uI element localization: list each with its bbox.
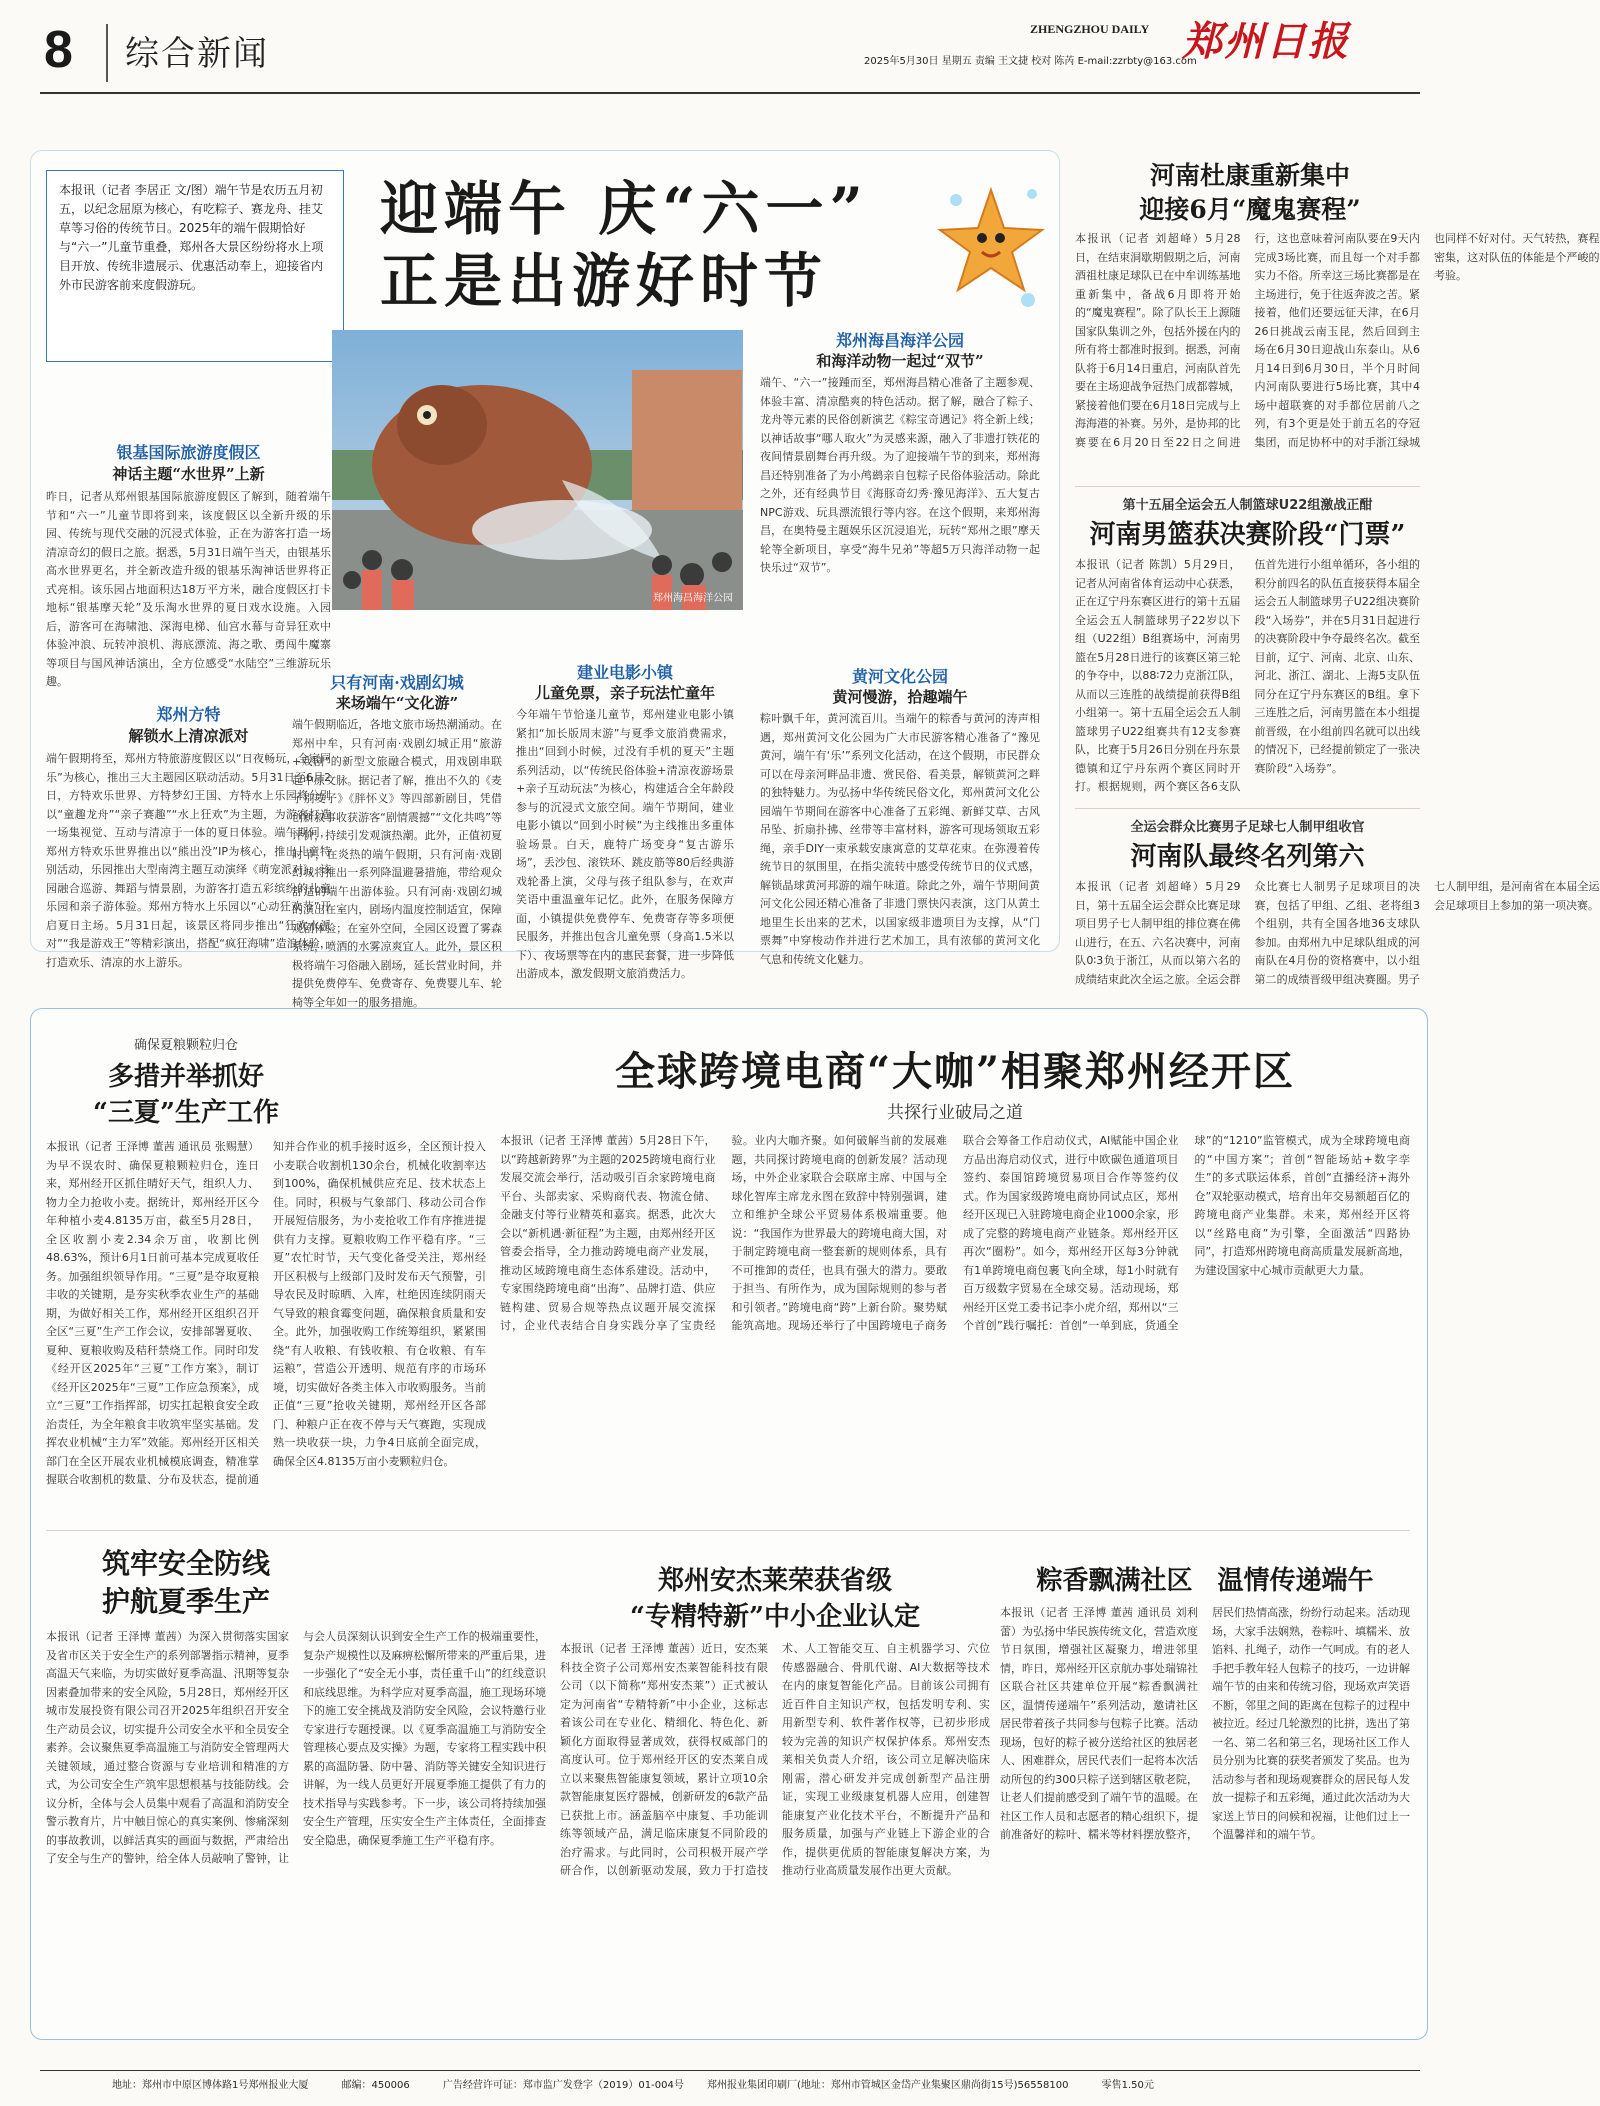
divider-right-1 xyxy=(1075,486,1420,487)
photo-caption: 郑州海昌海洋公园 xyxy=(653,593,733,604)
safety-headline-2: 护航夏季生产 xyxy=(101,1585,270,1618)
footer-price: 零售1.50元 xyxy=(1101,2080,1154,2091)
lead-blurb: 本报讯（记者 李居正 文/图）端午节是农历五月初五，以纪念屈原为核心，有吃粽子、赛龙舟、挂艾草等习俗的传统节日。2025年的端午假期恰好与“六一”儿童节重叠，郑州各大景区纷纷将水上项目开放、传统非遗展示、优惠活动奉上，迎接省内外市民游客前来度假游玩。 xyxy=(46,170,344,362)
section-sub-drama: 来场端午“文化游” xyxy=(335,694,459,712)
dukang-body: 本报讯（记者 刘超峰）5月28日，在结束洞歇期假期之后，河南酒祖杜康足球队已在中牟训练基地重新集中，备战6月即将开始的“魔鬼赛程”。除了队长王上源随国家队集训之外，包括外援在内的所有将士都准时报到。据悉，河南队将于6月14日重启，河南队首先要在主场迎战争冠热门成都蓉城，紧接着他们要在6月18日完成与上海海港的补赛。另外，是协邦的比赛要在6月20日至22日之间进行，这也意味着河南队要在9天内完成3场比赛，而且每一个对手都实力不俗。所幸这三场比赛都是在主场进行，免于往返奔波之苦。紧接着，他们还要远征天津，在6月26日挑战云南玉昆，然后回到主场在6月30日迎战山东泰山。从6月14日到6月30日，半个月时间内河南队要进行5场比赛，其中4场中超联赛的对手都位居前八之列，有3个更是处于前五名的夺冠集团，而足协杯中的对手浙江绿城也同样不好对付。天气转热，赛程密集，这对队伍的体能是个严峻的考验。 xyxy=(1075,232,1600,449)
football-body: 本报讯（记者 刘超峰）5月29日，第十五届全运会群众比赛足球项目男子七人制甲组的排位赛在佛山进行，在五、六名决赛中，河南队0∶3负于浙江，从而以第六名的成绩结束此次全运之旅。全运会群众比赛七人制男子足球项目的决赛，包括了甲组、乙组、老将组3个组别，共有全国各地36支球队参加。由郑州九中足球队组成的河南队在4月份的资格赛中，以小组第二的成绩晋级甲组决赛圈。男子七人制甲组，是河南省在本届全运会足球项目上参加的第一项决赛。 xyxy=(1075,880,1600,986)
football-kicker: 全运会群众比赛男子足球七人制甲组收官 xyxy=(1130,820,1365,835)
harvest-body: 本报讯（记者 王泽博 董茜 通讯员 张赐慧）为早不误农时、确保夏粮颗粒归仓，连日来，郑州经开区抓住晴好天气，组织人力、物力全力抢收小麦。据统计，郑州经开区今年种植小麦4.8135万亩，截至5月28日，全区收割小麦2.34余万亩，收割比例48.63%，预计6月1日前可基本完成夏收任务。加强组织领导作用。“三夏”是夺取夏粮丰收的关键期，是夯实秋季农业生产的基础期，为做好相关工作，郑州经开区组织召开全区“三夏”生产工作会议，安排部署夏收、夏种、夏粮收购及秸秆禁烧工作。同时印发《经开区2025年“三夏”工作方案》，制订《经开区2025年“三夏”工作应急预案》，成立“三夏”工作指挥部，切实扛起粮食安全政治责任，为全年粮食丰收筑牢坚实基础。发挥农业机械“主力军”效能。郑州经开区相关部门在全区开展农业机械模底调查，精准掌握联合收割机的数量、分布及状态，提前通知并合作业的机手接时返乡，全区预计投入小麦联合收割机130余台，机械化收割率达到100%，确保机械供应充足、技术状态上佳。同时，积极与气象部门、移动公司合作开展短信服务，为小麦抢收工作有序推进提供有力支撑。夏粮收购工作平稳有序。“三夏”农忙时节，天气变化备受关注，郑州经开区积极与上级部门及时发布天气预警，引导农民及时晾晒、入库，杜绝因连续阴雨天气导致的粮食霉变问题，确保粮食质量和安全。此外，加强收购工作统筹组织，紧紧围绕“有人收粮、有钱收粮、有仓收粮、有车运粮”，营造公开透明、规范有序的市场环境，切实做好各类主体入市收购服务。当前正值“三夏”抢收关键期，郑州经开区各部门、种粮户正在夜不停与天气赛跑，实现成熟一块收获一块，力争4日底前全面完成，确保全区4.8135万亩小麦颗粒归仓。 xyxy=(46,1140,486,1486)
body-huanghe: 粽叶飘千年，黄河流百川。当端午的粽香与黄河的涛声相遇，郑州黄河文化公园为广大市民游客精心准备了“豫见黄河，端午有‘乐’”系列文化活动，在这个假期，市民群众可以在母亲河畔品非遗、赏民俗、看美景，解锁黄河之畔的独特魅力。为弘扬中华传统民俗文化，郑州黄河文化公园端午节期间在游客中心准备了五彩绳、新鲜艾草、古风吊坠、折扇扑拂、丝带等丰富材料，游客可现场领取五彩绳，亲手DIY一束承载安康寓意的艾草花束。在弥漫着传统节日的氛围里，在指尖流转中感受传统节日的仪式感，解锁晶球黄河邦游的端午味道。除此之外，端午节期间黄河文化公园还精心准备了非遗门票快闪表演，这门从黄土地里生长出来的艺术，以国家级非遗项目为支撑，从“门票舞”中穿梭动作并进行艺术加工，具有浓郁的黄河文化气息和传统文化魅力。 xyxy=(760,712,1040,966)
main-headline-line1: 迎端午 庆“六一” xyxy=(380,175,869,243)
body-fangte: 端午假期将至，郑州方特旅游度假区以“日夜畅玩，全家同乐”为核心，推出三大主题园区联动活动。5月31日至6月2日，方特欢乐世界、方特梦幻王国、方特水上乐园将分别以“童趣龙舟”“亲子赛趣”“水上狂欢”为主题，为游客打造一场集视觉、互动与清凉于一体的夏日体验。端午期间，郑州方特欢乐世界推出以“熊出没”IP为核心，推出儿童特别活动，乐园推出大型南湾主题互动演绎《萌宠派对》，该园融合巡游、舞蹈与情景剧，为游客打造五彩缤纷的儿童乐园和亲子游体验。郑州方特水上乐园以“心动狂欢节”开启夏日主场。5月31日起，该景区将同步推出“狂欢水派对”“我是游戏王”等精彩演出，搭配“疯狂海啸”造浪体验，打造欢乐、清凉的水上游乐。 xyxy=(46,752,331,969)
harvest-kicker: 确保夏粮颗粒归仓 xyxy=(133,1038,238,1053)
page-number: 8 xyxy=(44,21,73,79)
football-headline: 河南队最终名列第六 xyxy=(1130,842,1365,872)
dateline: 2025年5月30日 星期五 责编 王文捷 校对 陈芮 E-mail:zzrbty@163.com xyxy=(864,56,1197,67)
harvest-headline-2: “三夏”生产工作 xyxy=(93,1098,279,1128)
footer-address: 地址：郑州市中原区博体路1号郑州报业大厦 xyxy=(112,2080,309,2091)
section-sub-huanghe: 黄河慢游，拾趣端午 xyxy=(832,688,968,706)
body-drama: 端午假期临近，各地文旅市场热潮涌动。在郑州中牟，只有河南·戏剧幻城正用“旅游+戏剧”的新型文旅融合模式，用戏剧串联起中原文脉。据记者了解，推出不久的《麦子别麦子》《胖怀义》等四部新剧目，凭借创新叙事收获游客“剧情震撼”“文化共鸣”等评价，持续引发观演热潮。此外，正值初夏时节，在炎热的端午假期，只有河南·戏剧幻城将推出一系列降温避暑措施，带给观众舒适的端午出游体验。只有河南·戏剧幻城的演出在室内，剧场内温度控制适宜，保障观剧体验；在室外空间，全园区设置了雾森系统，喷洒的水雾凉爽宜人。此外，景区积极将端午习俗融入剧场，延长营业时间，并提供免费停车、免费寄存、免费婴儿车、轮椅等全年如一的服务措施。 xyxy=(292,718,502,1009)
section-title-drama: 只有河南·戏剧幻城 xyxy=(330,673,464,692)
newspaper-logo: 郑州日报 xyxy=(1182,18,1350,65)
footer xyxy=(112,2076,1412,2096)
harvest-headline-1: 多措并举抓好 xyxy=(107,1062,264,1092)
body-yinji: 昨日，记者从郑州银基国际旅游度假区了解到，随着端午节和“六一”儿童节即将到来，该度假区以全新升级的乐园、传统与现代交融的沉浸式体验，正在为游客打造一场清凉奇幻的假日之旅。据悉，5月31日端午当天，由银基乐高水世界更名，并全新改造升级的银基乐淘神话世界将正式亮相。该乐园占地面积达18万平方米，融合度假区打卡地标“银基摩天轮”及乐淘水世界的夏日戏水设施。入园后，游客可在海啸池、深海电梯、仙宫水幕与奇异狂欢中体验冲浪、玩转冲浪机、海底漂流、海之歌、勇闯牛魔寨等项目与国风神话演出，全方位感受“水陆空”三维游玩乐趣。 xyxy=(46,490,331,688)
footer-printer: 郑州报业集团印刷厂(地址：郑州市管城区金岱产业集聚区鼎尚街15号)56558100 xyxy=(707,2080,1069,2091)
main-headline-line2: 正是出游好时节 xyxy=(380,247,829,315)
starfish-icon xyxy=(936,180,1046,320)
community-body: 本报讯（记者 王泽博 董茜 通讯员 刘利蕾）为弘扬中华民族传统文化，营造欢度节日氛围，增强社区凝聚力，增进邻里情，昨日，郑州经开区京航办事处瑞锦社区联合社区共建单位开展“粽香飘满社区，温情传递端午”系列活动，邀请社区居民带着孩子共同参与包粽子比赛。活动现场，包好的粽子被分送给社区的独居老人、困难群众，居民代表们一起将本次活动所包的约300只粽子送到辖区敬老院，让老人们提前感受到了端午节的温暖。在社区工作人员和志愿者的精心组织下，提前准备好的粽叶、糯米等材料摆放整齐，居民们热情高涨，纷纷行动起来。活动现场，大家手法娴熟，卷粽叶、填糯米、放馅料、扎绳子，动作一气呵成。有的老人手把手教年轻人包粽子的技巧，一边讲解端午节的由来和传统习俗，现场欢声笑语不断，邻里之间的距离在包粽子的过程中被拉近。经过几轮激烈的比拼，选出了第一名、第二名和第三名，现场社区工作人员分别为比赛的获奖者颁发了奖品。也为活动参与者和现场观赛群众的居民每人发放一提粽子和五彩绳，通过此次活动为大家送上节日的问候和祝福，让他们过上一个温馨祥和的端午节。 xyxy=(1000,1606,1410,1841)
section-name: 综合新闻 xyxy=(125,34,269,74)
community-headline-1: 粽香飘满社区 xyxy=(1036,1566,1193,1596)
parade-scene xyxy=(332,330,743,610)
ecommerce-subtitle: 共探行业破局之道 xyxy=(887,1103,1023,1123)
section-title-yinji: 银基国际旅游度假区 xyxy=(116,443,261,462)
safety-headline-1: 筑牢安全防线 xyxy=(101,1547,270,1580)
anjielai-headline-1: 郑州安杰莱荣获省级 xyxy=(657,1566,892,1596)
divider-right-2 xyxy=(1075,808,1420,809)
divider-bottom xyxy=(46,1530,1410,1531)
section-title-jianye: 建业电影小镇 xyxy=(576,663,673,682)
ecommerce-body: 本报讯（记者 王泽博 董茜）5月28日下午，以“跨越新跨界”为主题的2025跨境电商行业发展交流会举行，活动吸引百余家跨境电商平台、头部卖家、采购商代表、物流仓储、金融支付等行业精英和嘉宾。据悉，此次大会以“新机遇·新征程”为主题，由郑州经开区管委会指导，全力推动跨境电商产业发展，推动区域跨境电商生态体系建设。活动中，专家围绕跨境电商“出海”、品牌打造、供应链构建、贸易合规等热点议题开展交流探讨，企业代表结合自身实践分享了宝贵经验。业内大咖齐聚。如何破解当前的发展难题，共同探讨跨境电商的创新发展？活动现场，中外企业家联合会联席主席、中国与全球化智库主席龙永图在致辞中特别强调，建立和维护全球公平贸易体系极端重要。他说：“我国作为世界最大的跨境电商大国，对于制定跨境电商一整套新的规则体系，具有不可推卸的责任，也具有强大的潜力。要敢于担当、有所作为，成为国际规则的参与者和引领者。”跨境电商“跨”上新台阶。聚势赋能筑高地。现场还举行了中国跨境电子商务联合会筹备工作启动仪式，AI赋能中国企业方品出海启动仪式，进行中欧碳色通道项目签约、泰国馆跨境贸易项目合作等签约仪式。作为国家级跨境电商协同试点区，郑州经开区现已入驻跨境电商企业1000余家，形成了完整的跨境电商产业链条。郑州经开区再次“圈粉”。如今，郑州经开区每3分钟就有1单跨境电商包裹飞向全球，每1小时就有百万级数字贸易在全球交易。活动现场，郑州经开区党工委书记李小虎介绍，郑州以“三个首创”践行嘱托：首创“一单到底，货通全球”的“1210”监管模式，成为全球跨境电商的“中国方案”；首创“智能场站+数字孪生”的多式联运体系，首创“直播经济+海外仓”双轮驱动模式，培育出年交易额超百亿的跨境电商产业集群。未来，郑州经开区将以“丝路电商”为引擎，全面激活“四路协同”，打造郑州跨境电商高质量发展新高地，为建设国家中心城市贡献更大力量。 xyxy=(500,1134,1410,1332)
basketball-body: 本报讯（记者 陈凯）5月29日，记者从河南省体育运动中心获悉，正在辽宁丹东赛区进行的第十五届全运会五人制篮球男子22岁以下组（U22组）B组赛场中，河南男篮在5月28日进行的该赛区第三轮的争夺中，以88∶72力克浙江队，从而以三连胜的战绩提前获得B组小组第一。第十五届全运会五人制篮球男子U22组赛共有12支参赛队，比赛于5月26日分别在丹东景德镇和辽宁丹东两个赛区同时开打。根据规则，两个赛区各6支队伍首先进行小组单循环，各小组的积分前四名的队伍直接获得本届全运会五人制篮球男子U22组决赛阶段“入场券”，并在5月31日起进行的决赛阶段中争夺最终名次。截至目前，辽宁、河南、北京、山东、河北、浙江、湖北、上海5支队伍同分在辽宁丹东赛区的B组。拿下三连胜之后，河南男篮在本小组提前晋级，在小组前四名就可以出线的情况下，已经提前锁定了一张决赛阶段“入场券”。 xyxy=(1075,558,1420,793)
section-sub-haichang: 和海洋动物一起过“双节” xyxy=(816,352,984,370)
section-title-fangte: 郑州方特 xyxy=(156,705,221,724)
section-sub-yinji: 神话主题“水世界”上新 xyxy=(112,465,265,483)
basketball-kicker: 第十五届全运会五人制篮球U22组激战正酣 xyxy=(1122,498,1373,513)
community-headline xyxy=(1000,1560,1410,1597)
masthead xyxy=(0,0,1457,120)
aquarium-parade-photo xyxy=(332,330,743,610)
anjielai-headline-2: “专精特新”中小企业认定 xyxy=(630,1602,920,1632)
community-headline-2: 温情传递端午 xyxy=(1217,1566,1374,1596)
dukang-headline-2: 迎接6月“魔鬼赛程” xyxy=(1139,195,1361,224)
dukang-headline-1: 河南杜康重新集中 xyxy=(1149,161,1350,190)
basketball-headline: 河南男篮获决赛阶段“门票” xyxy=(1089,520,1406,550)
safety-body: 本报讯（记者 王泽博 董茜）为深入贯彻落实国家及省市区关于安全生产的系列部署指示精神，夏季高温天气来临，为切实做好夏季高温、汛期等复杂因素叠加带来的安全风险，5月28日，郑州经开区城市发展投资有限公司召开2025年组织召开安全生产动员会议，切实提升公司安全水平和全员安全素养。会议聚焦夏季高温施工与消防安全管理两大关键领域，通过整合资源与专业培训和精准的方式，为公司安全生产筑牢思想根基与技能防线。会议分析，全体与会人员集中观看了高温和消防安全警示教育片，片中触目惊心的真实案例、惨痛深刻的事故教训，以鲜活真实的画面与数据，严肃给出了安全与生产的警钟，给全体人员敲响了警钟，让与会人员深刻认识到安全生产工作的极端重要性，复杂产规模性以及麻痹松懈所带来的严重后果，进一步强化了“安全无小事，责任重千山”的红线意识和底线思维。为科学应对夏季高温，施工现场环境下的施工安全挑战及消防安全风险，会议特邀行业专家进行专题授课。以《夏季高温施工与消防安全管理核心要点及实操》为题，专家将工程实践中积累的高温防暑、防中暑、消防等关键安全知识进行讲解，为一线人员更好开展夏季施工提供了有力的技术指导与实践参考。下一步，该公司将持续加强安全生产管理，压实安全生产主体责任，全面排查安全隐患，确保夏季施工生产平稳有序。 xyxy=(46,1630,546,1865)
footer-license: 广告经营许可证：郑市监广发登字（2019）01-004号 xyxy=(442,2080,684,2091)
ecommerce-headline: 全球跨境电商“大咖”相聚郑州经开区 xyxy=(614,1048,1295,1095)
footer-postcode: 邮编：450006 xyxy=(341,2080,410,2091)
section-sub-fangte: 解锁水上清凉派对 xyxy=(128,727,249,745)
english-name: ZHENGZHOU DAILY xyxy=(1030,22,1150,36)
anjielai-body: 本报讯（记者 王泽博 董茜）近日，安杰莱科技全资子公司郑州安杰莱智能科技有限公司（以下简称“郑州安杰莱”）正式被认定为河南省“专精特新”中小企业，这标志着该公司在专业化、精细化、特色化、新颖化方面取得显著成效，获得权威部门的高度认可。位于郑州经开区的安杰莱自成立以来聚焦智能康复领域，累计立项10余款智能康复医疗器械，创新研发的6款产品已获批上市。涵盖脑卒中康复、手功能训练等领域产品，满足临床康复不同阶段的治疗需求。与此同时，公司积极开展产学研合作，以创新驱动发展，致力于打造技术、人工智能交互、自主机器学习、穴位传感器融合、骨肌代谢、AI大数据等技术在内的康复智能化产品。目前该公司拥有近百件自主知识产权，包括发明专利、实用新型专利、软件著作权等，已初步形成较为完善的知识产权保护体系。郑州安杰莱相关负责人介绍，该公司立足解决临床刚需，潜心研发并完成创新型产品注册证，实现工业级康复机器人应用，创建智能康复产业化技术平台，不断提升产品和服务质量，加强与产业链上下游企业的合作，提供更优质的智能康复解决方案，为推动行业高质量发展作出更大贡献。 xyxy=(560,1642,990,1877)
body-jianye: 今年端午节恰逢儿童节，郑州建业电影小镇紧扣“加长版周末游”与夏季文旅消费需求，推出“回到小时候，过没有手机的夏天”主题系列活动，以“传统民俗体验+清凉夜游场景+亲子互动玩法”为核心，构建适合全年龄段参与的沉浸式文旅空间。端午节期间，建业电影小镇以“回到小时候”为主线推出多重体验场景。白天，鹿特广场变身“复古游乐场”，丢沙包、滚铁环、跳皮筋等80后经典游戏轮番上演，父母与孩子组队参与，在欢声笑语中重温童年记忆。此外，在服务保障方面，小镇提供免费停车、免费寄存等多项便民服务，并推出包含儿童免票（身高1.5米以下）、夜场票等在内的惠民套餐，进一步降低出游成本，激发假期文旅消费活力。 xyxy=(516,708,734,980)
section-sub-jianye: 儿童免票，亲子玩法忙童年 xyxy=(534,684,715,702)
section-title-haichang: 郑州海昌海洋公园 xyxy=(835,331,964,350)
header-vbar xyxy=(106,24,108,82)
starfish-mascot xyxy=(936,180,1046,320)
footer-rule xyxy=(40,2070,1420,2071)
section-title-huanghe: 黄河文化公园 xyxy=(851,667,948,686)
header-rule xyxy=(40,92,1420,94)
body-haichang: 端午、“六一”接踵而至，郑州海昌精心准备了主题参观、体验丰富、清凉酷爽的特色活动。据了解，融合了粽子、龙舟等元素的民俗创新演艺《粽宝奇遇记》将全新上线；以神话故事“哪人取火”为灵感来源，融入了非遗打铁花的夜间情景剧舞台再升级。为了迎接端午节的到来，郑州海昌还特别准备了为小鸬鹚亲自包粽子民俗体验活动。除此之外，还有经典节目《海豚奇幻秀·豫见海洋》、五大复古NPC游戏、玩具漂流银行等内容。在这个假期，来郑州海昌，在奥特曼主题娱乐区沉浸追光，玩转“郑州之眼”摩天轮等全新项目，享受“海牛兄弟”等超5万只海洋动物一起快乐过“双节”。 xyxy=(760,376,1040,574)
